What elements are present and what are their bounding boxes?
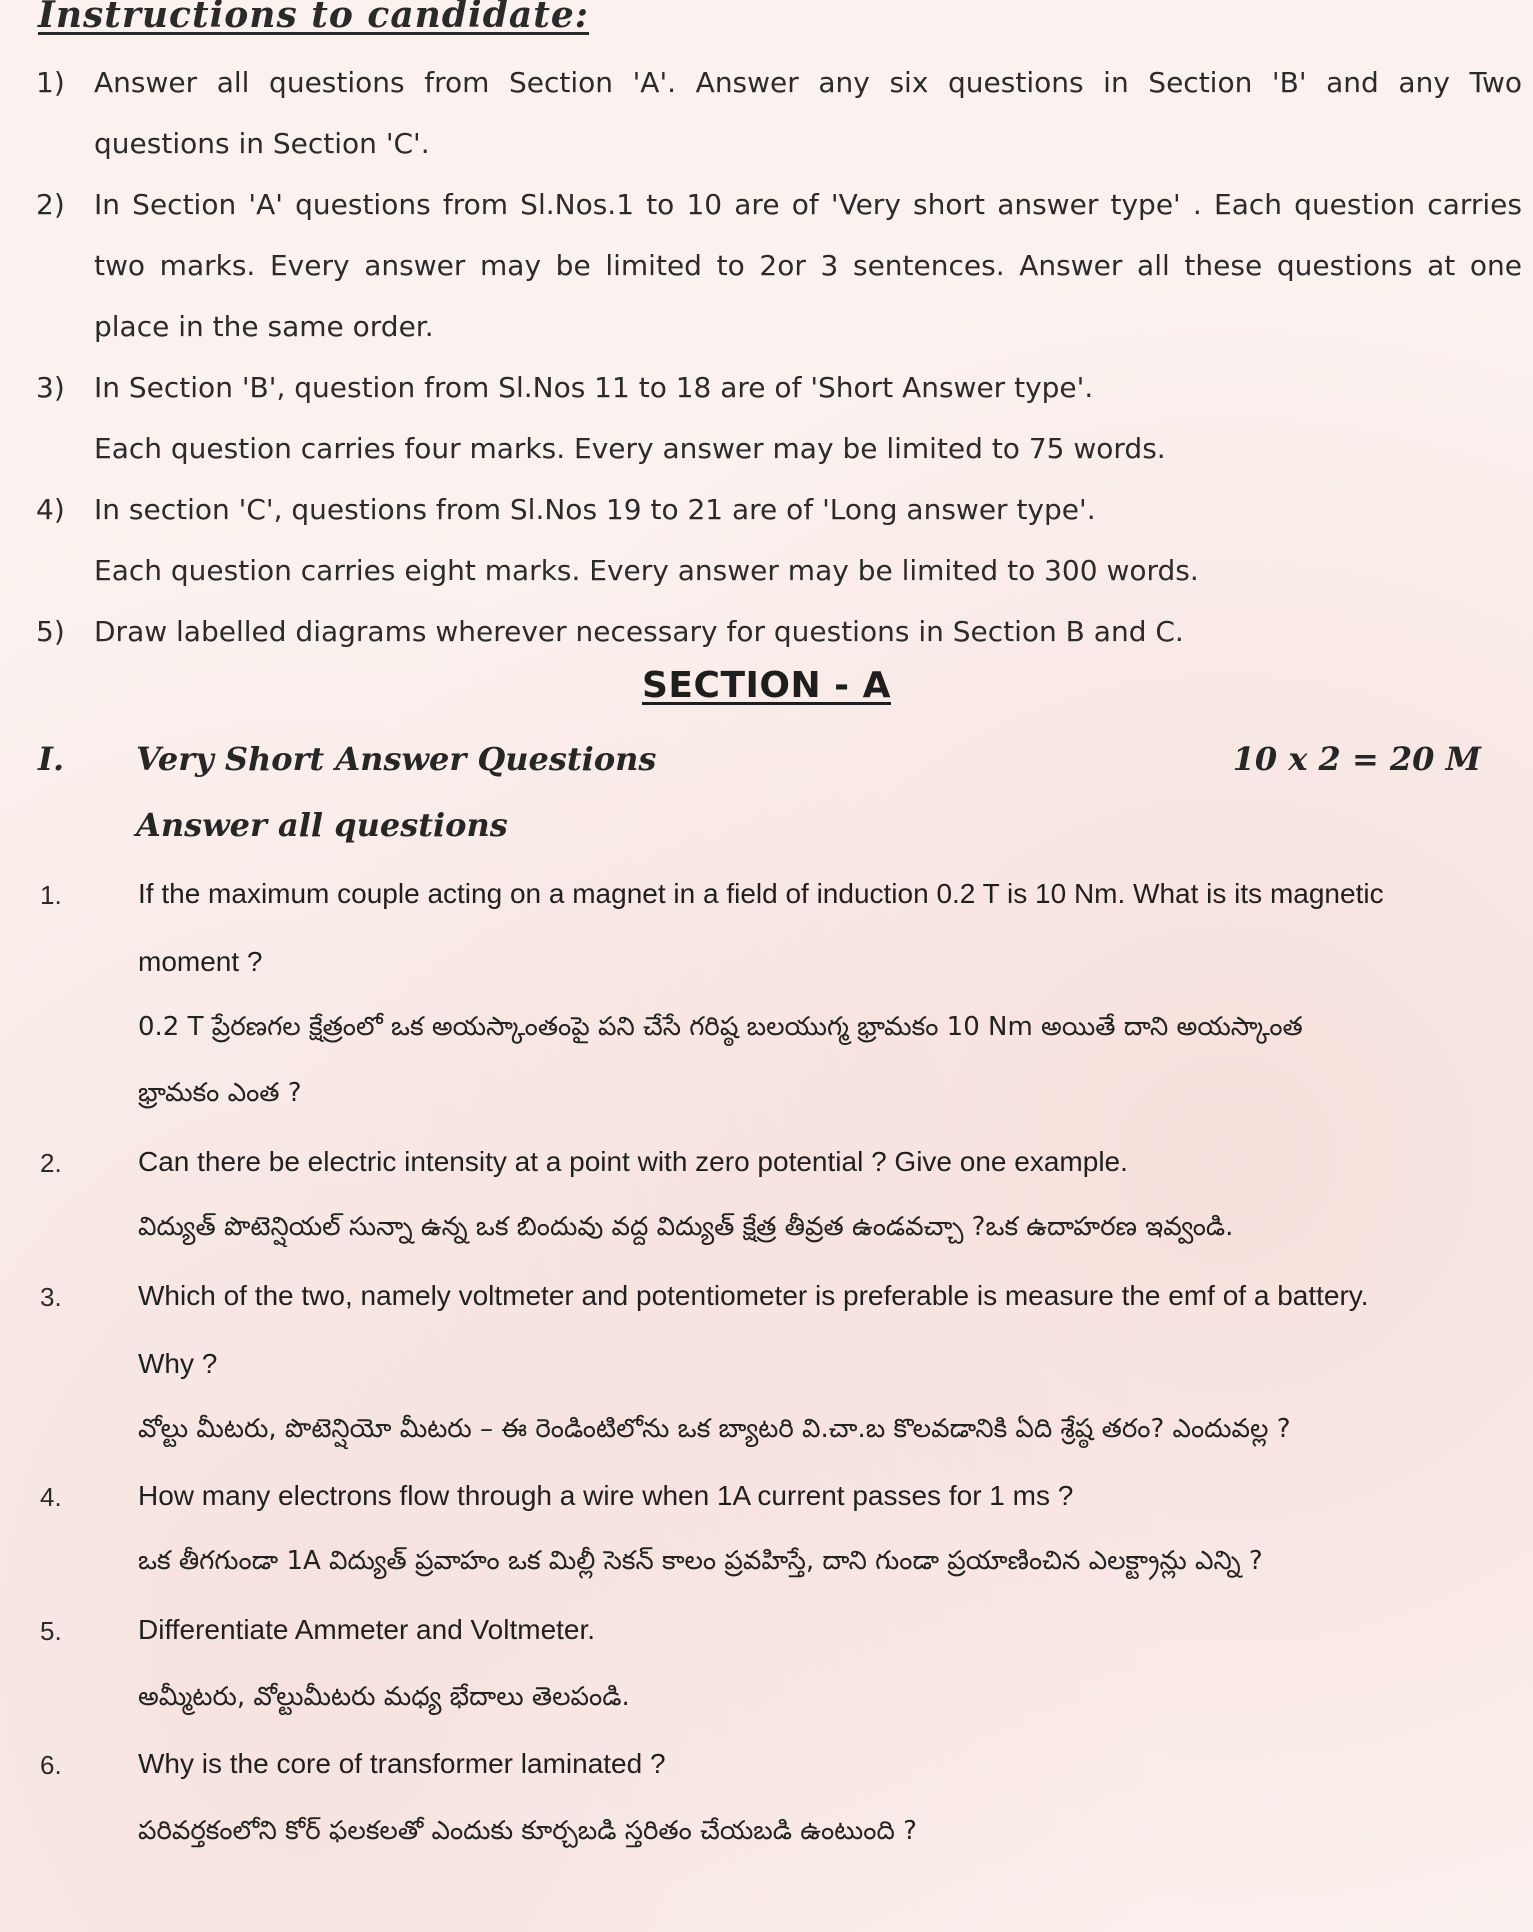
section-heading: SECTION - A: [642, 665, 891, 706]
instruction-number: 2): [36, 188, 65, 221]
question-text-te: విద్యుత్ పొటెన్షియల్ సున్నా ఉన్న ఒక బిందువు వద్ద విద్యుత్ క్షేత్ర తీవ్రత ఉండవచ్చా ?ఒక ఉదాహరణ ఇవ్వండి.: [138, 1212, 1234, 1242]
part-subtitle: Answer all questions: [136, 806, 508, 844]
instruction-line: Each question carries four marks. Every answer may be limited to 75 words.: [94, 432, 1166, 465]
instruction-number: 3): [36, 371, 65, 404]
instruction-line: two marks. Every answer may be limited to 2or 3 sentences. Answer all these questions at one: [94, 249, 1522, 282]
question-text-en: Why ?: [138, 1348, 218, 1379]
question-number: 6.: [40, 1750, 62, 1780]
instruction-line: questions in Section 'C'.: [94, 127, 430, 160]
instruction-line: place in the same order.: [94, 310, 434, 343]
question-text-te: అమ్మీటరు, వోల్టుమీటరు మధ్య భేదాలు తెలపండి.: [138, 1682, 630, 1712]
question-text-en: If the maximum couple acting on a magnet in a field of induction 0.2 T is 10 Nm. What is its magnetic: [138, 878, 1384, 909]
question-number: 3.: [40, 1282, 62, 1312]
question-text-en: Which of the two, namely voltmeter and potentiometer is preferable is measure the emf of a battery.: [138, 1280, 1369, 1311]
question-text-te: భ్రామకం ఎంత ?: [138, 1078, 302, 1108]
instruction-line: In Section 'A' questions from Sl.Nos.1 to 10 are of 'Very short answer type' . Each question carries: [94, 188, 1522, 221]
question-text-te: ఒక తీగగుండా 1A విద్యుత్ ప్రవాహం ఒక మిల్లీ సెకన్ కాలం ప్రవహిస్తే, దాని గుండా ప్రయాణించిన ఎలక్ట్రాన్లు ఎన్ని ?: [138, 1546, 1263, 1576]
instruction-number: 1): [36, 66, 65, 99]
part-title: Very Short Answer Questions: [136, 740, 657, 778]
instruction-number: 4): [36, 493, 65, 526]
question-text-en: Why is the core of transformer laminated ?: [138, 1748, 666, 1779]
question-number: 5.: [40, 1616, 62, 1646]
instruction-line: Draw labelled diagrams wherever necessary for questions in Section B and C.: [94, 615, 1184, 648]
question-number: 2.: [40, 1148, 62, 1178]
question-text-en: moment ?: [138, 946, 263, 977]
question-text-en: How many electrons flow through a wire when 1A current passes for 1 ms ?: [138, 1480, 1074, 1511]
question-text-en: Can there be electric intensity at a point with zero potential ? Give one example.: [138, 1146, 1128, 1177]
question-number: 4.: [40, 1482, 62, 1512]
question-text-te: వోల్టు మీటరు, పొటెన్షియో మీటరు – ఈ రెండింటిలోను ఒక బ్యాటరి వి.చా.బ కొలవడానికి ఏది శ్రేష్ఠ తరం? ఎందువల్ల ?: [138, 1414, 1291, 1444]
instructions-title: Instructions to candidate:: [38, 0, 590, 36]
question-text-te: పరివర్తకంలోని కోర్ ఫలకలతో ఎందుకు కూర్చబడి స్తరితం చేయబడి ఉంటుంది ?: [138, 1816, 917, 1846]
instruction-line: Each question carries eight marks. Every answer may be limited to 300 words.: [94, 554, 1199, 587]
question-text-te: 0.2 T ప్రేరణగల క్షేత్రంలో ఒక అయస్కాంతంపై పని చేసే గరిష్ఠ బలయుగ్మ భ్రామకం 10 Nm అయితే దాని అయస్కాంత: [138, 1012, 1303, 1042]
instruction-line: In section 'C', questions from Sl.Nos 19 to 21 are of 'Long answer type'.: [94, 493, 1096, 526]
instruction-line: In Section 'B', question from Sl.Nos 11 to 18 are of 'Short Answer type'.: [94, 371, 1094, 404]
instruction-number: 5): [36, 615, 65, 648]
question-number: 1.: [40, 880, 62, 910]
instruction-line: Answer all questions from Section 'A'. Answer any six questions in Section 'B' and any Two: [94, 66, 1522, 99]
part-number: I.: [38, 740, 65, 778]
question-text-en: Differentiate Ammeter and Voltmeter.: [138, 1614, 596, 1645]
section-marks: 10 x 2 = 20 M: [1232, 740, 1481, 778]
